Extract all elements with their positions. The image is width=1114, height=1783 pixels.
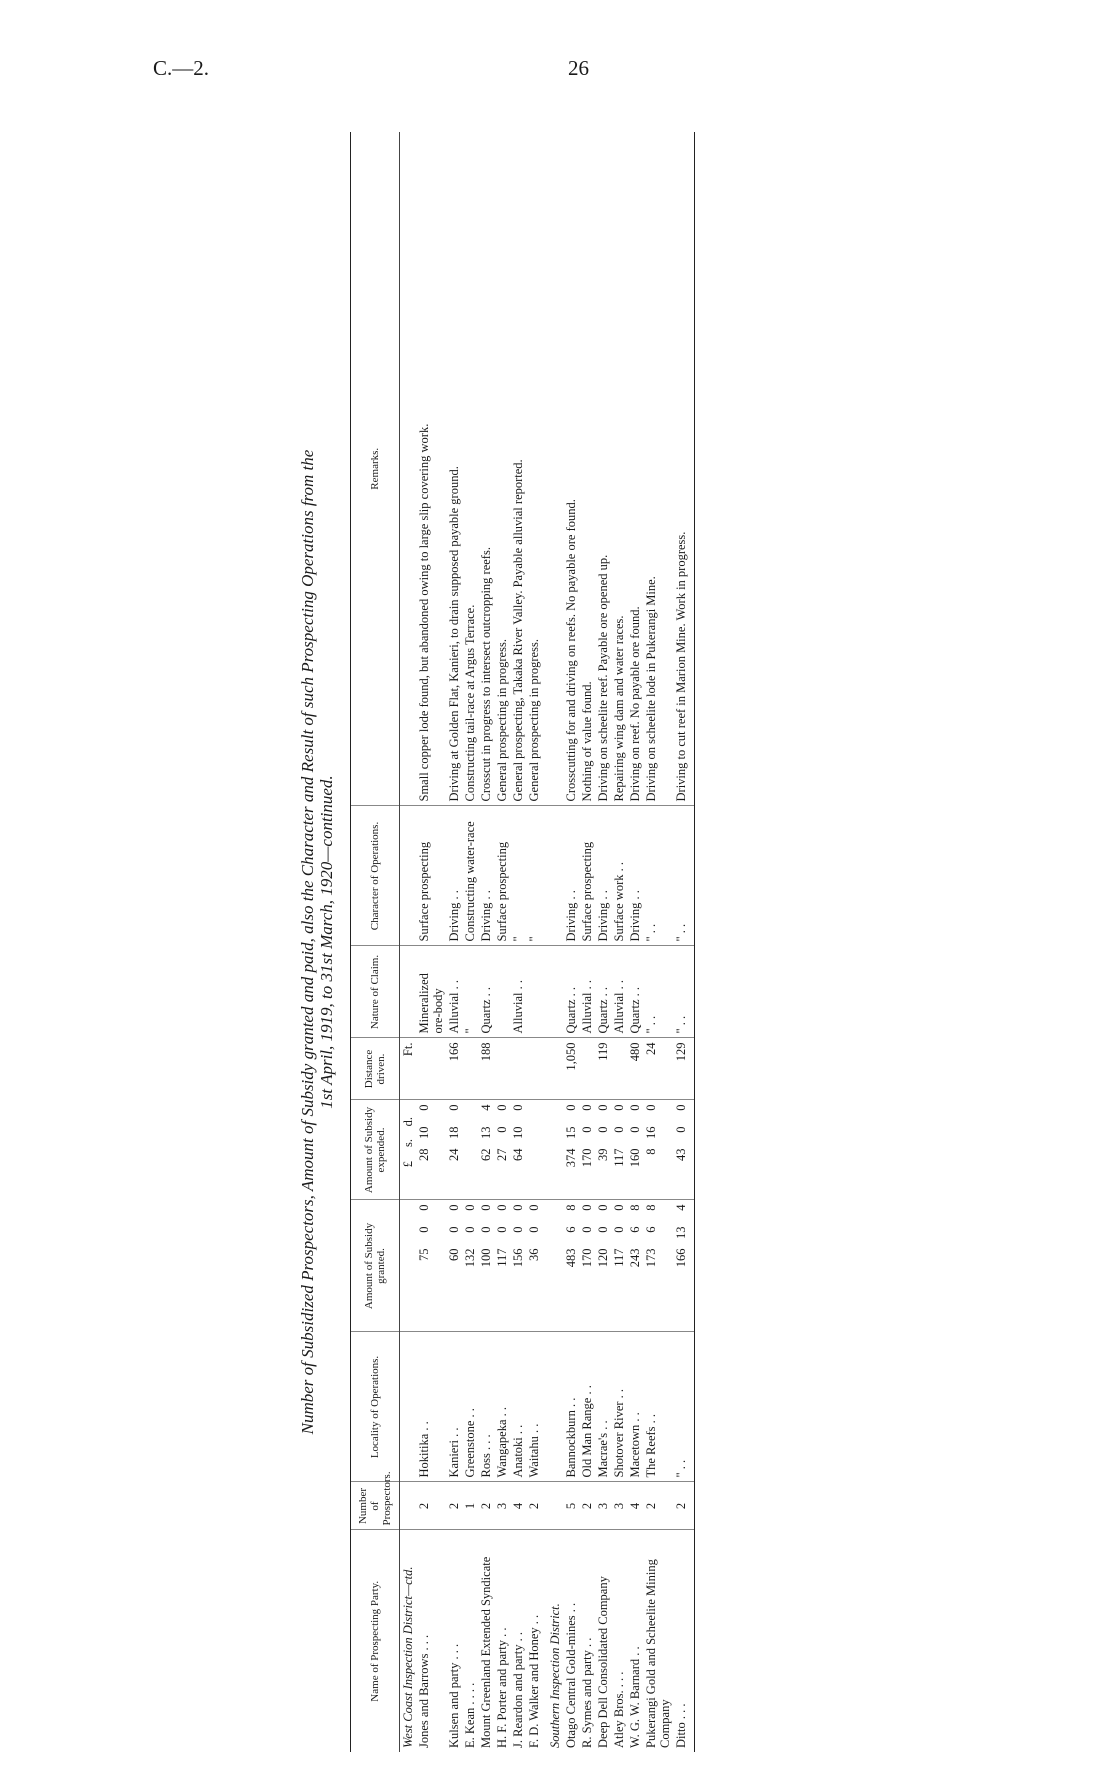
party-name: Mount Greenland Extended Syndicate [479,1556,493,1748]
nature-of-claim [494,946,510,1038]
col-number: Number of Prospectors. [351,1482,400,1530]
distance-driven [579,1038,595,1100]
subsidy-expended: 4300 [673,1100,695,1200]
table-row [563,132,579,1752]
col-locality: Locality of Operations. [351,1332,400,1482]
subsidy-granted: 17368 [643,1200,673,1332]
subsidy-granted: 13200 [462,1200,478,1332]
nature-of-claim: Alluvial . . [510,946,526,1038]
locality: Kanieri . . [446,1332,462,1482]
character-of-operations: " [526,806,542,946]
party-name: R. Symes and party . . [580,1637,594,1748]
remarks: Nothing of value found. [579,132,595,806]
subsidy-expended [462,1100,478,1200]
locality: Ross . . . [478,1332,494,1482]
subsidy-granted: 11700 [494,1200,510,1332]
nature-of-claim [526,946,542,1038]
locality: Waitahu . . [526,1332,542,1482]
district-row [542,132,563,1752]
character-of-operations: " . . [673,806,695,946]
character-of-operations: Driving . . [595,806,611,946]
character-of-operations: " [510,806,526,946]
character-of-operations: Surface prospecting [494,806,510,946]
remarks: Repairing wing dam and water races. [611,132,627,806]
locality: The Reefs . . [643,1332,673,1482]
locality: Bannockburn . . [563,1332,579,1482]
table-row [478,132,494,1752]
title-line-2: 1st April, 1919, to 31st March, 1920—continued. [317,775,336,1109]
table-row [446,132,462,1752]
col-remarks: Remarks. [351,132,400,806]
remarks: Constructing tail-race at Argus Terrace. [462,132,478,806]
table-title [298,132,336,1752]
nature-of-claim: " [462,946,478,1038]
table-row [595,132,611,1752]
prospector-count: 1 [462,1482,478,1530]
subsidy-expended: 11700 [611,1100,627,1200]
table-row [416,132,446,1752]
col-claim: Nature of Claim. [351,946,400,1038]
nature-of-claim: Alluvial . . [446,946,462,1038]
units-row [400,132,417,1752]
character-of-operations: Driving . . [478,806,494,946]
subsidy-expended: 8160 [643,1100,673,1200]
district-heading: Southern Inspection District. [548,1603,562,1748]
remarks: Crosscutting for and driving on reefs. No payable ore found. [563,132,579,806]
subsidy-expended: 24180 [446,1100,462,1200]
subsidy-expended: 3900 [595,1100,611,1200]
table-row [611,132,627,1752]
title-line-1: Number of Subsidized Prospectors, Amount of Subsidy granted and paid, also the Character and Result of such Prospecting Operations from the [298,449,317,1435]
col-expended: Amount of Subsidy expended. [351,1100,400,1200]
subsidy-granted: 11700 [611,1200,627,1332]
distance-driven: 129 [673,1038,695,1100]
subsidy-granted: 3600 [526,1200,542,1332]
subsidy-expended: 28100 [416,1100,446,1200]
locality: Wangapeka . . [494,1332,510,1482]
distance-driven [462,1038,478,1100]
nature-of-claim: Alluvial . . [611,946,627,1038]
locality: Anatoki . . [510,1332,526,1482]
col-distance: Distance driven. [351,1038,400,1100]
character-of-operations: Driving . . [627,806,643,946]
locality: Greenstone . . [462,1332,478,1482]
nature-of-claim: " . . [643,946,673,1038]
distance-driven: 188 [478,1038,494,1100]
distance-driven: 480 [627,1038,643,1100]
subsidy-granted: 24368 [627,1200,643,1332]
subsidy-expended: 64100 [510,1100,526,1200]
table-row [510,132,526,1752]
party-name: Pukerangi Gold and Scheelite Mining Company [644,1559,672,1748]
table-row [462,132,478,1752]
remarks: General prospecting in progress. [494,132,510,806]
nature-of-claim: Alluvial . . [579,946,595,1038]
remarks: Driving to cut reef in Marion Mine. Work in progress. [673,132,695,806]
remarks: Small copper lode found, but abandoned owing to large slip covering work. [416,132,446,806]
remarks: Crosscut in progress to intersect outcropping reefs. [478,132,494,806]
nature-of-claim: Mineralized ore-body [416,946,446,1038]
locality: Old Man Range . . [579,1332,595,1482]
distance-driven: 24 [643,1038,673,1100]
prospector-count: 2 [579,1482,595,1530]
prospectors-table [350,132,695,1752]
party-name: W. G. W. Barnard . . [628,1646,642,1748]
character-of-operations: Constructing water-race [462,806,478,946]
subsidy-granted: 48368 [563,1200,579,1332]
table-row [627,132,643,1752]
table-row [579,132,595,1752]
prospector-count: 3 [611,1482,627,1530]
distance-driven [526,1038,542,1100]
remarks: General prospecting in progress. [526,132,542,806]
nature-of-claim: " . . [673,946,695,1038]
distance-driven [510,1038,526,1100]
rotated-table-block [298,132,858,1752]
page-reference: C.—2. [153,56,210,80]
character-of-operations: Surface work . . [611,806,627,946]
remarks: Driving on reef. No payable ore found. [627,132,643,806]
subsidy-expended [526,1100,542,1200]
col-character: Character of Operations. [351,806,400,946]
party-name: Jones and Barrows . . . [417,1634,431,1748]
locality: " . . [673,1332,695,1482]
party-name: Deep Dell Consolidated Company [596,1576,610,1748]
table-row [673,132,695,1752]
nature-of-claim: Quartz . . [627,946,643,1038]
remarks: Driving on scheelite lode in Pukerangi Mine. [643,132,673,806]
prospector-count: 4 [627,1482,643,1530]
distance-driven [494,1038,510,1100]
subsidy-granted: 10000 [478,1200,494,1332]
character-of-operations: Surface prospecting [416,806,446,946]
subsidy-granted: 6000 [446,1200,462,1332]
subsidy-granted: 166134 [673,1200,695,1332]
character-of-operations: " . . [643,806,673,946]
subsidy-expended: 2700 [494,1100,510,1200]
prospector-count: 2 [478,1482,494,1530]
subsidy-granted: 17000 [579,1200,595,1332]
subsidy-granted: 12000 [595,1200,611,1332]
locality: Macrae's . . [595,1332,611,1482]
nature-of-claim: Quartz . . [595,946,611,1038]
party-name: E. Kean . . . . [463,1682,477,1748]
district-heading: West Coast Inspection District—ctd. [401,1566,415,1748]
distance-driven: 119 [595,1038,611,1100]
subsidy-expended: 62134 [478,1100,494,1200]
character-of-operations: Driving . . [563,806,579,946]
prospector-count: 2 [446,1482,462,1530]
col-party: Name of Prospecting Party. [351,1530,400,1752]
party-name: F. D. Walker and Honey . . [527,1614,541,1748]
table-body [400,132,695,1752]
prospector-count: 3 [494,1482,510,1530]
nature-of-claim: Quartz . . [478,946,494,1038]
table-row [526,132,542,1752]
prospector-count: 2 [643,1482,673,1530]
money-units: £s.d. [400,1100,417,1200]
remarks: General prospecting, Takaka River Valley. Payable alluvial reported. [510,132,526,806]
subsidy-expended: 374150 [563,1100,579,1200]
table-row [494,132,510,1752]
nature-of-claim: Quartz . . [563,946,579,1038]
subsidy-expended: 17000 [579,1100,595,1200]
prospector-count: 5 [563,1482,579,1530]
locality: Shotover River . . [611,1332,627,1482]
prospector-count: 4 [510,1482,526,1530]
party-name: Kulsen and party . . . [447,1643,461,1748]
party-name: Otago Central Gold-mines . . [564,1602,578,1748]
locality: Macetown . . [627,1332,643,1482]
distance-driven [416,1038,446,1100]
party-name: Ditto . . . [673,1530,695,1752]
character-of-operations: Surface prospecting [579,806,595,946]
prospector-count: 2 [526,1482,542,1530]
subsidy-expended: 16000 [627,1100,643,1200]
distance-driven [611,1038,627,1100]
character-of-operations: Driving . . [446,806,462,946]
distance-driven: 166 [446,1038,462,1100]
party-name: H. F. Porter and party . . [495,1627,509,1748]
locality: Hokitika . . [416,1332,446,1482]
subsidy-granted: 15600 [510,1200,526,1332]
remarks: Driving on scheelite reef. Payable ore opened up. [595,132,611,806]
prospector-count: 3 [595,1482,611,1530]
remarks: Driving at Golden Flat, Kanieri, to drain supposed payable ground. [446,132,462,806]
party-name: J. Reardon and party . . [511,1632,525,1748]
distance-driven: 1,050 [563,1038,579,1100]
prospector-count: 2 [416,1482,446,1530]
page-number: 26 [568,56,589,80]
subsidy-granted: 7500 [416,1200,446,1332]
distance-unit: Ft. [400,1038,417,1100]
header-row [351,132,400,1752]
table-row [643,132,673,1752]
prospector-count: 2 [673,1482,695,1530]
party-name: Atley Bros. . . . [612,1671,626,1748]
col-granted: Amount of Subsidy granted. [351,1200,400,1332]
